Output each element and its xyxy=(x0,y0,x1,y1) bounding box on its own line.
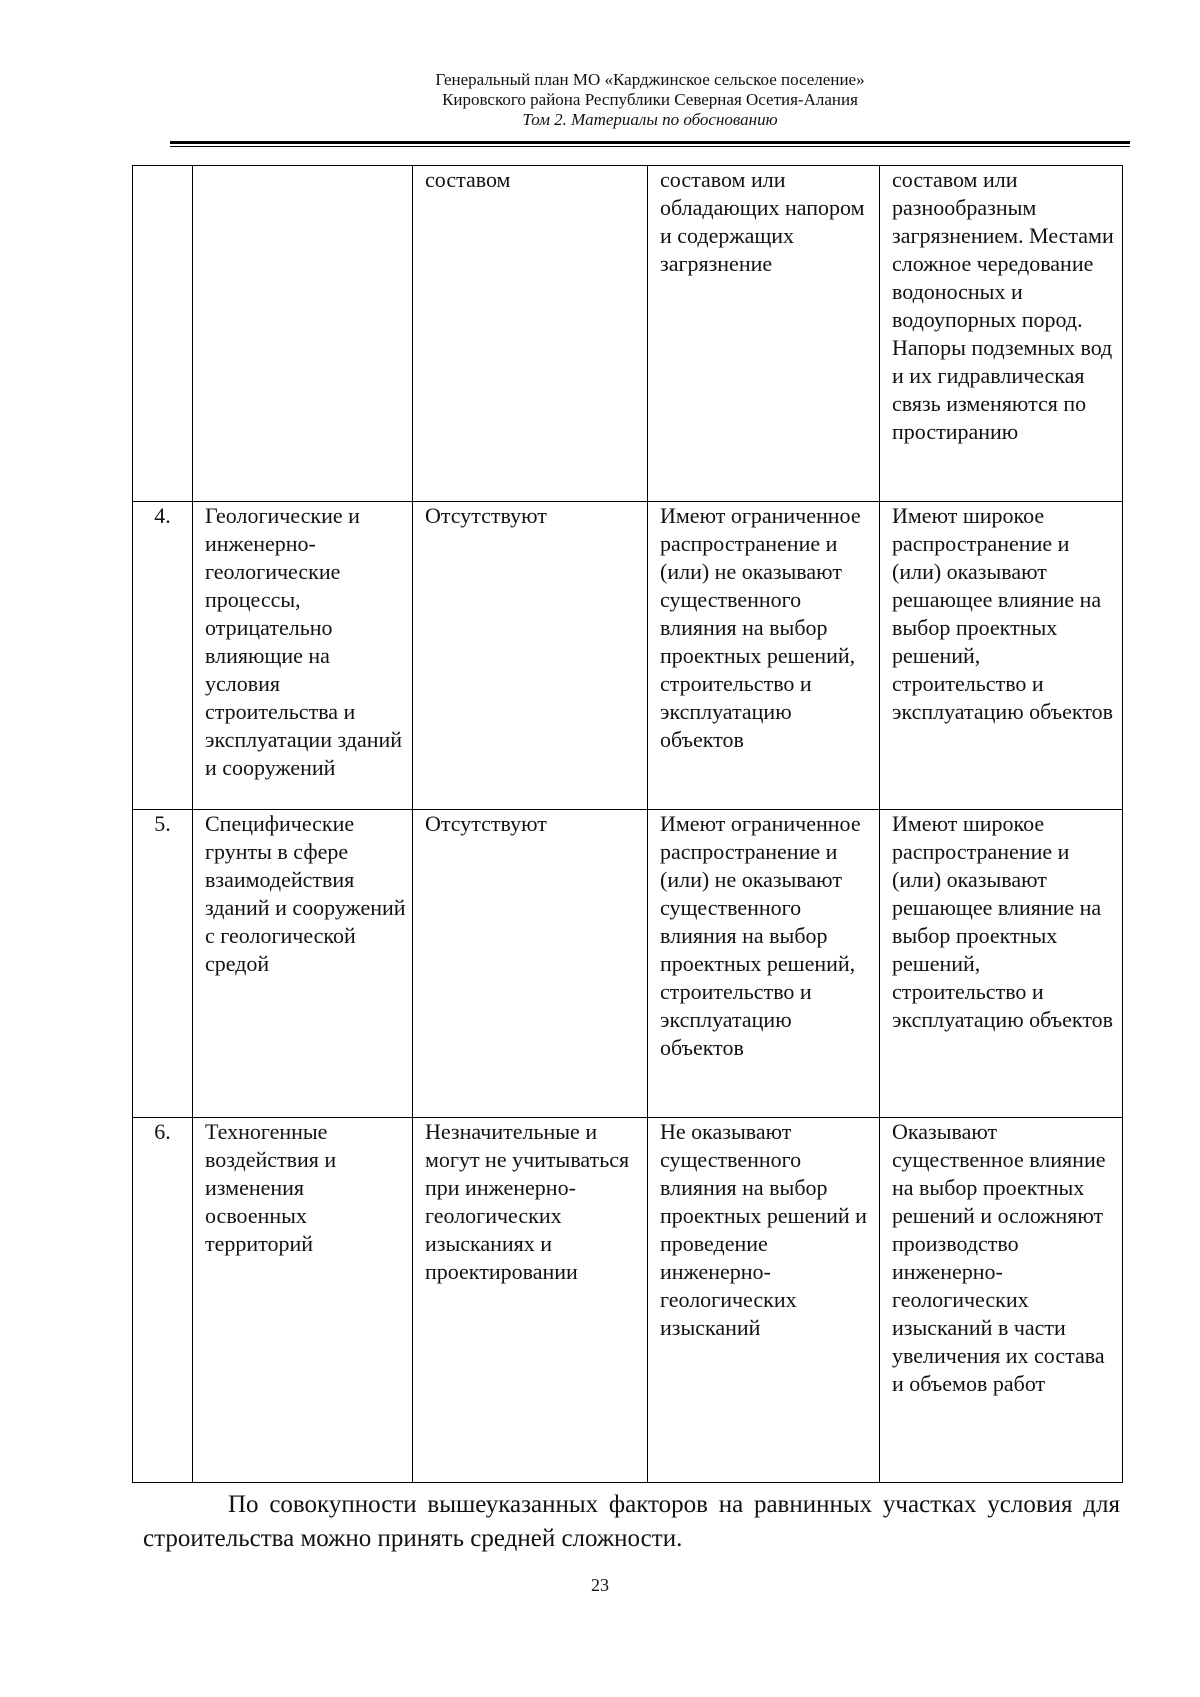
medium-category-cell: Имеют ограниченное распространение и (или) не оказывают существенного влияния на выбор проектных решений, строительство и эксплуатацию объектов xyxy=(648,810,880,1118)
medium-category-cell: Не оказывают существенного влияния на выбор проектных решений и проведение инженерно-геологических изысканий xyxy=(648,1118,880,1483)
complex-category-cell: Оказывают существенное влияние на выбор проектных решений и осложняют производство инженерно-геологических изысканий в части увеличения их состава и объемов работ xyxy=(880,1118,1123,1483)
factor-cell: Геологические и инженерно-геологические процессы, отрицательно влияющие на условия строительства и эксплуатации зданий и сооружений xyxy=(193,502,413,810)
header-title-line-2: Кировского района Республики Северная Осетия-Алания xyxy=(442,90,858,109)
table-row xyxy=(133,810,1123,1118)
complex-category-cell: составом или разнообразным загрязнением. Местами сложное чередование водоносных и водоупорных пород. Напоры подземных вод и их гидравлическая связь изменяются по простиранию xyxy=(880,166,1123,502)
factor-cell: Техногенные воздействия и изменения освоенных территорий xyxy=(193,1118,413,1483)
header-volume-line: Том 2. Материалы по обоснованию xyxy=(522,110,778,129)
table-row xyxy=(133,166,1123,502)
page-header xyxy=(170,70,1130,130)
simple-category-cell: Незначительные и могут не учитываться при инженерно-геологических изысканиях и проектировании xyxy=(413,1118,648,1483)
row-number: 4. xyxy=(133,502,193,810)
complex-category-cell: Имеют широкое распространение и (или) оказывают решающее влияние на выбор проектных решений, строительство и эксплуатацию объектов xyxy=(880,810,1123,1118)
header-title-line-1: Генеральный план МО «Карджинское сельское поселение» xyxy=(435,70,865,89)
simple-category-cell: Отсутствуют xyxy=(413,502,648,810)
factor-cell xyxy=(193,166,413,502)
row-number: 5. xyxy=(133,810,193,1118)
header-rule-thin xyxy=(170,146,1130,147)
header-rule-thick xyxy=(170,141,1130,144)
page-number: 23 xyxy=(591,1575,609,1595)
simple-category-cell: Отсутствуют xyxy=(413,810,648,1118)
table-row xyxy=(133,502,1123,810)
table-row xyxy=(133,1118,1123,1483)
medium-category-cell: Имеют ограниченное распространение и (или) не оказывают существенного влияния на выбор проектных решений, строительство и эксплуатацию объектов xyxy=(648,502,880,810)
medium-category-cell: составом или обладающих напором и содержащих загрязнение xyxy=(648,166,880,502)
row-number xyxy=(133,166,193,502)
conclusion-paragraph xyxy=(143,1488,1120,1556)
simple-category-cell: составом xyxy=(413,166,648,502)
complex-category-cell: Имеют широкое распространение и (или) оказывают решающее влияние на выбор проектных решений, строительство и эксплуатацию объектов xyxy=(880,502,1123,810)
conclusion-text: По совокупности вышеуказанных факторов на равнинных участках условия для строительства можно принять средней сложности. xyxy=(143,1491,1120,1552)
geology-complexity-table xyxy=(132,165,1123,1483)
factor-cell: Специфические грунты в сфере взаимодействия зданий и сооружений с геологической средой xyxy=(193,810,413,1118)
row-number: 6. xyxy=(133,1118,193,1483)
